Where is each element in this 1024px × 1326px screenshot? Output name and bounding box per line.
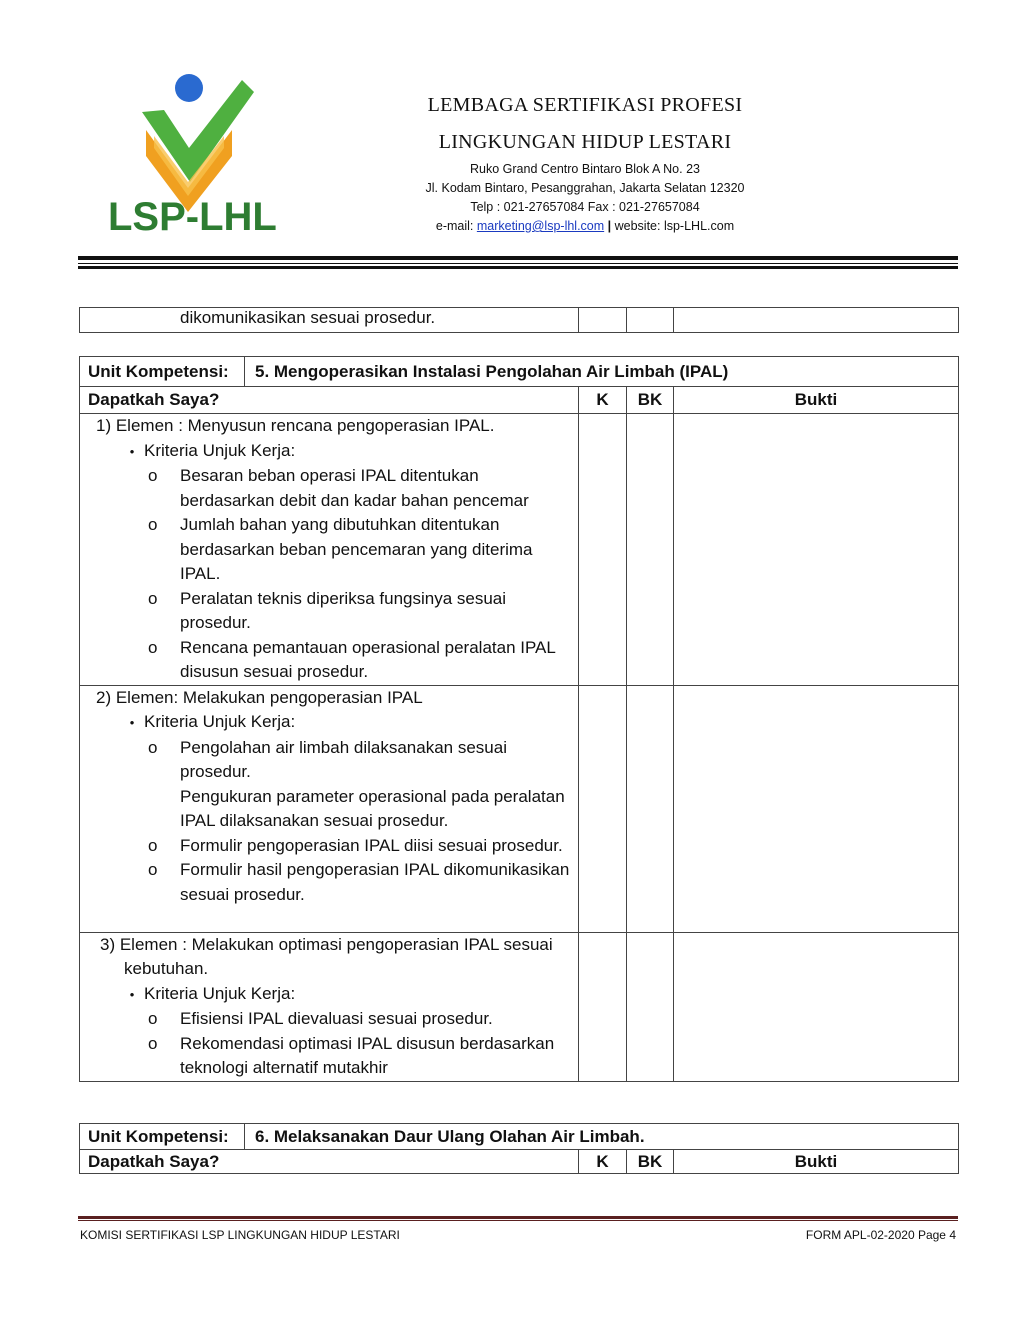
header-rule-thin1 xyxy=(78,263,958,264)
org-name-line1: LEMBAGA SERTIFIKASI PROFESI xyxy=(427,94,743,116)
k-cell[interactable] xyxy=(579,685,627,932)
criteria-item: o Peralatan teknis diperiksa fungsinya sesuai prosedur. xyxy=(148,588,507,632)
header-rule-thin2 xyxy=(78,266,958,269)
circle-bullet-icon: o xyxy=(148,466,158,485)
kuk-label: • Kriteria Unjuk Kerja: xyxy=(86,439,572,465)
criteria-item: o Rekomendasi optimasi IPAL disusun berdasarkan teknologi alternatif mutakhir xyxy=(148,1033,555,1077)
col-bukti: Bukti xyxy=(674,387,959,414)
circle-bullet-icon: o xyxy=(148,835,158,855)
phone-fax: Telp : 021-27657084 Fax : 021-27657084 xyxy=(470,200,700,214)
criteria-item: o Jumlah bahan yang dibutuhkan ditentukan berdasarkan beban pencemaran yang diterima IPAL. xyxy=(148,515,533,583)
element-1-criteria xyxy=(80,414,579,686)
footer-form-page: FORM APL-02-2020 Page 4 xyxy=(805,1228,956,1242)
footer-org: KOMISI SERTIFIKASI LSP LINGKUNGAN HIDUP LESTARI xyxy=(80,1228,400,1242)
logo-text: LSP-LHL xyxy=(108,195,277,239)
continuation-table xyxy=(79,307,959,333)
unit6-table xyxy=(79,1123,959,1174)
bk-cell[interactable] xyxy=(627,414,674,686)
criteria-item: o Besaran beban operasi IPAL ditentukan berdasarkan debit dan kadar bahan pencemar xyxy=(148,466,529,510)
letterhead xyxy=(375,90,795,236)
criteria-item-continuation: Pengukuran parameter operasional pada peralatan IPAL dilaksanakan sesuai prosedur. xyxy=(180,786,565,830)
circle-bullet-icon: o xyxy=(148,588,158,608)
bk-cell[interactable] xyxy=(627,685,674,932)
header-rule-thick xyxy=(78,256,958,260)
bukti-cell[interactable] xyxy=(674,932,959,1081)
unit-label: Unit Kompetensi: xyxy=(80,1124,245,1150)
criteria-item: o Formulir pengoperasian IPAL diisi sesuai prosedur. xyxy=(86,834,572,859)
col-bukti: Bukti xyxy=(674,1150,959,1174)
unit-title: 6. Melaksanakan Daur Ulang Olahan Air Limbah. xyxy=(245,1124,959,1150)
lsp-lhl-logo xyxy=(104,70,284,240)
criteria-item: o Efisiensi IPAL dievaluasi sesuai prosedur. xyxy=(86,1007,572,1032)
circle-bullet-icon: o xyxy=(148,637,158,657)
bukti-cell[interactable] xyxy=(674,685,959,932)
criteria-item: o Rencana pemantauan operasional peralatan IPAL disusun sesuai prosedur. xyxy=(148,637,556,681)
col-k: K xyxy=(579,387,627,414)
k-cell[interactable] xyxy=(579,414,627,686)
element-title: 3) Elemen : Melakukan optimasi pengoperasian IPAL sesuai kebutuhan. xyxy=(100,934,553,978)
element-row xyxy=(80,932,959,1081)
unit5-table xyxy=(79,356,959,1082)
k-cell[interactable] xyxy=(579,932,627,1081)
bk-cell[interactable] xyxy=(627,308,674,333)
bukti-cell[interactable] xyxy=(674,414,959,686)
col-bk: BK xyxy=(627,1150,674,1174)
footer-rule-thick xyxy=(78,1216,958,1219)
circle-bullet-icon: o xyxy=(148,737,158,757)
criteria-item: o Formulir hasil pengoperasian IPAL dikomunikasikan sesuai prosedur. xyxy=(148,860,570,904)
bk-cell[interactable] xyxy=(627,932,674,1081)
footer-rule-thin xyxy=(78,1220,958,1221)
continuation-text: dikomunikasikan sesuai prosedur. xyxy=(80,308,579,333)
separator: | xyxy=(604,219,615,233)
org-name-line2: LINGKUNGAN HIDUP LESTARI xyxy=(438,131,732,153)
kuk-label: • Kriteria Unjuk Kerja: xyxy=(86,710,572,736)
circle-bullet-icon: o xyxy=(148,515,158,534)
circle-bullet-icon: o xyxy=(148,1009,158,1028)
element-row xyxy=(80,685,959,932)
element-title: 1) Elemen : Menyusun rencana pengoperasian IPAL. xyxy=(96,416,495,435)
contact-line xyxy=(375,217,795,236)
address-line2: Jl. Kodam Bintaro, Pesanggrahan, Jakarta Selatan 12320 xyxy=(425,181,745,195)
circle-bullet-icon: o xyxy=(148,860,158,879)
circle-bullet-icon: o xyxy=(148,1033,158,1053)
col-bk: BK xyxy=(627,387,674,414)
kuk-label: • Kriteria Unjuk Kerja: xyxy=(86,982,572,1008)
col-question: Dapatkah Saya? xyxy=(80,1150,579,1174)
element-row xyxy=(80,414,959,686)
unit-label: Unit Kompetensi: xyxy=(80,357,245,387)
bukti-cell[interactable] xyxy=(674,308,959,333)
element-title: 2) Elemen: Melakukan pengoperasian IPAL xyxy=(96,687,423,707)
k-cell[interactable] xyxy=(579,308,627,333)
website: website: lsp-LHL.com xyxy=(614,219,735,233)
email-link[interactable]: marketing@lsp-lhl.com xyxy=(476,219,605,233)
unit-title: 5. Mengoperasikan Instalasi Pengolahan Air Limbah (IPAL) xyxy=(245,357,959,387)
address-line1: Ruko Grand Centro Bintaro Blok A No. 23 xyxy=(470,162,700,176)
criteria-item: o Pengolahan air limbah dilaksanakan sesuai prosedur. xyxy=(148,737,507,781)
col-k: K xyxy=(579,1150,627,1174)
col-question: Dapatkah Saya? xyxy=(80,387,579,414)
logo-graphic xyxy=(104,70,284,240)
element-2-criteria xyxy=(80,685,579,932)
email-label: e-mail: xyxy=(435,219,477,233)
element-3-criteria xyxy=(80,932,579,1081)
